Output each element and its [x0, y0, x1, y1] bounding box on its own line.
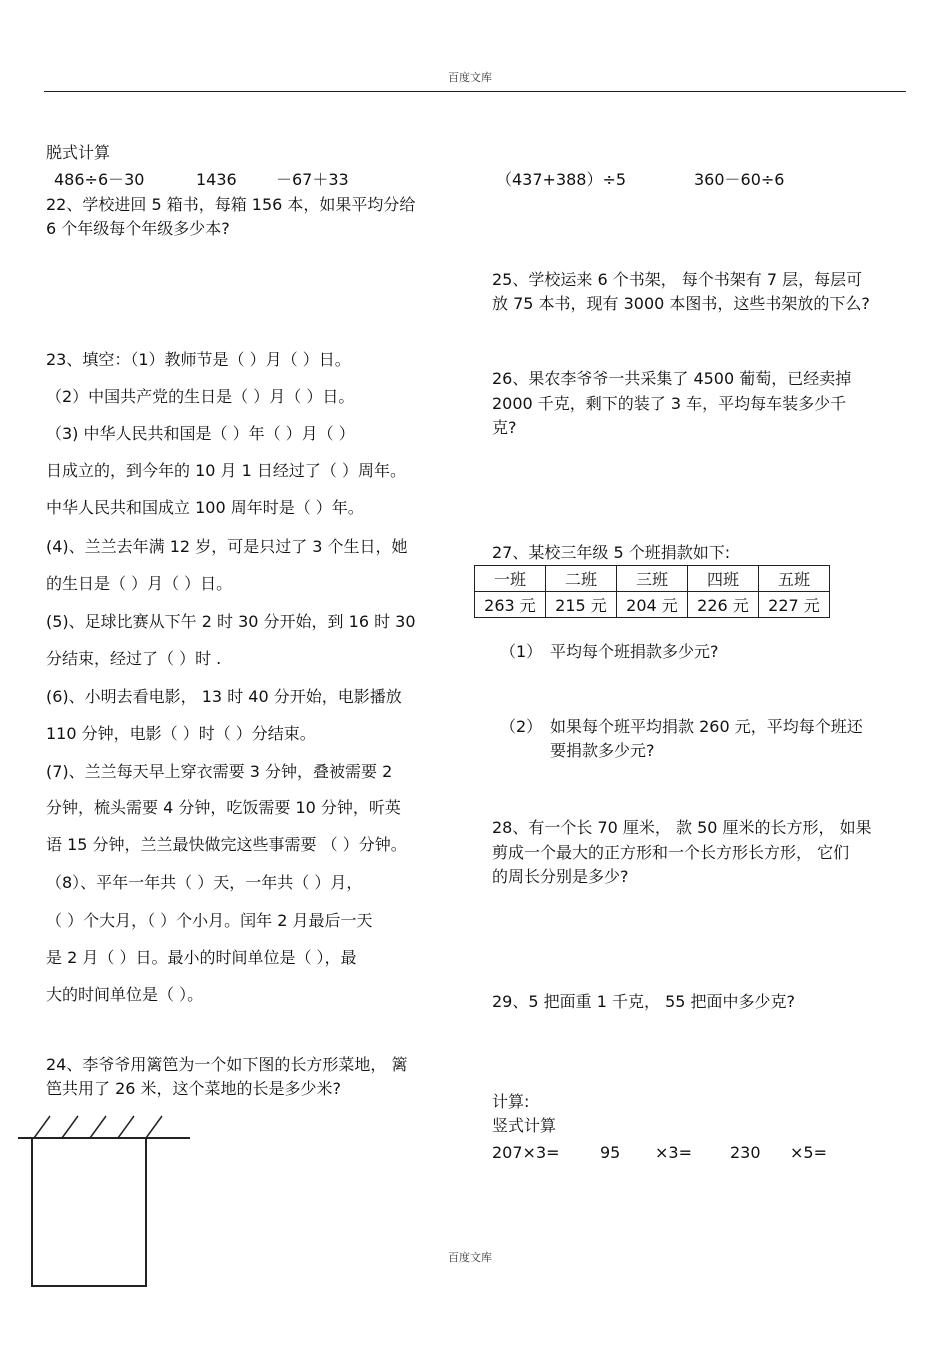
q27-line-1: 27、某校三年级 5 个班捐款如下: — [492, 543, 731, 562]
q29-text: 29、5 把面重 1 千克， 55 把面中多少克? — [492, 992, 796, 1011]
vertical-calc-2-op: ×3= — [655, 1143, 692, 1162]
q25-line-2: 放 75 本书，现有 3000 本图书，这些书架放的下么? — [492, 294, 870, 313]
q23-line-4: 日成立的，到今年的 10 月 1 日经过了（ ）周年。 — [46, 461, 406, 480]
table-cell: 226 元 — [688, 592, 759, 618]
table-header-cell: 一班 — [475, 566, 546, 592]
q26-line-1: 26、果农李爷爷一共采集了 4500 葡萄，已经卖掉 — [492, 369, 852, 388]
q27-sub2-number: （2） — [500, 717, 543, 736]
hatch-mark — [146, 1116, 162, 1138]
q23-line-6: (4)、兰兰去年满 12 岁，可是只过了 3 个生日，她 — [46, 537, 408, 556]
donation-table — [474, 565, 830, 618]
q22-line-2: 6 个年级每个年级多少本? — [46, 219, 230, 238]
table-cell: 263 元 — [475, 592, 546, 618]
table-header-cell: 三班 — [617, 566, 688, 592]
garden-rectangle — [32, 1138, 146, 1286]
q23-line-16: （ ）个大月，（ ）个小月。闰年 2 月最后一天 — [46, 911, 373, 930]
q23-line-2: （2）中国共产党的生日是（ ）月（ ）日。 — [46, 387, 355, 406]
vertical-calc-1: 207×3= — [492, 1143, 560, 1162]
q27-sub1-text: 平均每个班捐款多少元? — [550, 642, 719, 661]
q22-line-1: 22、学校进回 5 箱书，每箱 156 本，如果平均分给 — [46, 195, 416, 214]
q23-line-15: （8）、平年一年共（ ）天，一年共（ ）月， — [46, 873, 363, 892]
q27-sub2-line-1: 如果每个班平均捐款 260 元，平均每个班还 — [550, 717, 863, 736]
calc-expression-4: （437+388）÷5 — [496, 170, 627, 189]
q23-line-12: (7)、兰兰每天早上穿衣需要 3 分钟，叠被需要 2 — [46, 762, 393, 781]
table-cell: 215 元 — [546, 592, 617, 618]
vertical-calc-3: 230 — [730, 1143, 761, 1162]
vertical-calc-title: 竖式计算 — [492, 1116, 557, 1135]
q28-line-3: 的周长分别是多少? — [492, 867, 629, 886]
table-row — [475, 592, 830, 618]
calc-expression-1: 486÷6－30 — [54, 170, 145, 189]
fence-diagram — [14, 1108, 194, 1293]
q28-line-2: 剪成一个最大的正方形和一个长方形长方形， 它们 — [492, 843, 850, 862]
table-header-cell: 二班 — [546, 566, 617, 592]
hatch-mark — [90, 1116, 106, 1138]
hatch-mark — [34, 1116, 50, 1138]
header-divider — [44, 91, 906, 92]
calc-title: 计算: — [492, 1092, 530, 1111]
q23-line-18: 大的时间单位是（ ）。 — [46, 985, 204, 1004]
q23-line-9: 分结束，经过了（ ）时 . — [46, 649, 222, 668]
q25-line-1: 25、学校运来 6 个书架， 每个书架有 7 层，每层可 — [492, 270, 863, 289]
q26-line-3: 克? — [492, 418, 517, 437]
q24-line-2: 笆共用了 26 米，这个菜地的长是多少米? — [46, 1079, 342, 1098]
section-title: 脱式计算 — [46, 143, 111, 162]
q23-line-5: 中华人民共和国成立 100 周年时是（ ）年。 — [46, 498, 364, 517]
calc-expression-3: －67＋33 — [276, 170, 349, 189]
table-header-row — [475, 566, 830, 592]
hatch-mark — [118, 1116, 134, 1138]
q23-line-11: 110 分钟，电影（ ）时（ ）分结束。 — [46, 724, 316, 743]
table-cell: 227 元 — [759, 592, 830, 618]
q23-line-8: (5)、足球比赛从下午 2 时 30 分开始，到 16 时 30 — [46, 612, 416, 631]
table-header-cell: 四班 — [688, 566, 759, 592]
q23-line-7: 的生日是（ ）月（ ）日。 — [46, 574, 233, 593]
table-header-cell: 五班 — [759, 566, 830, 592]
table-cell: 204 元 — [617, 592, 688, 618]
q23-line-10: (6)、小明去看电影， 13 时 40 分开始，电影播放 — [46, 687, 402, 706]
q26-line-2: 2000 千克，剩下的装了 3 车，平均每车装多少千 — [492, 394, 847, 413]
q23-line-14: 语 15 分钟，兰兰最快做完这些事需要 （ ）分钟。 — [46, 835, 407, 854]
q23-line-17: 是 2 月（ ）日。最小的时间单位是（ ），最 — [46, 948, 357, 967]
vertical-calc-3-op: ×5= — [790, 1143, 827, 1162]
calc-expression-5: 360－60÷6 — [694, 170, 785, 189]
q28-line-1: 28、有一个长 70 厘米， 款 50 厘米的长方形， 如果 — [492, 818, 872, 837]
q23-line-13: 分钟，梳头需要 4 分钟，吃饭需要 10 分钟，听英 — [46, 798, 401, 817]
header-title: 百度文库 — [448, 71, 492, 84]
footer-title: 百度文库 — [448, 1251, 492, 1264]
q23-line-1: 23、填空：（1）教师节是（ ）月（ ）日。 — [46, 350, 351, 369]
q27-sub2-line-2: 要捐款多少元? — [550, 741, 655, 760]
calc-expression-2: 1436 — [196, 170, 237, 189]
vertical-calc-2: 95 — [600, 1143, 621, 1162]
q24-line-1: 24、李爷爷用篱笆为一个如下图的长方形菜地， 篱 — [46, 1055, 408, 1074]
hatch-mark — [62, 1116, 78, 1138]
q27-sub1-number: （1） — [500, 642, 543, 661]
q23-line-3: （3) 中华人民共和国是（ ）年（ ）月（ ） — [46, 424, 355, 443]
